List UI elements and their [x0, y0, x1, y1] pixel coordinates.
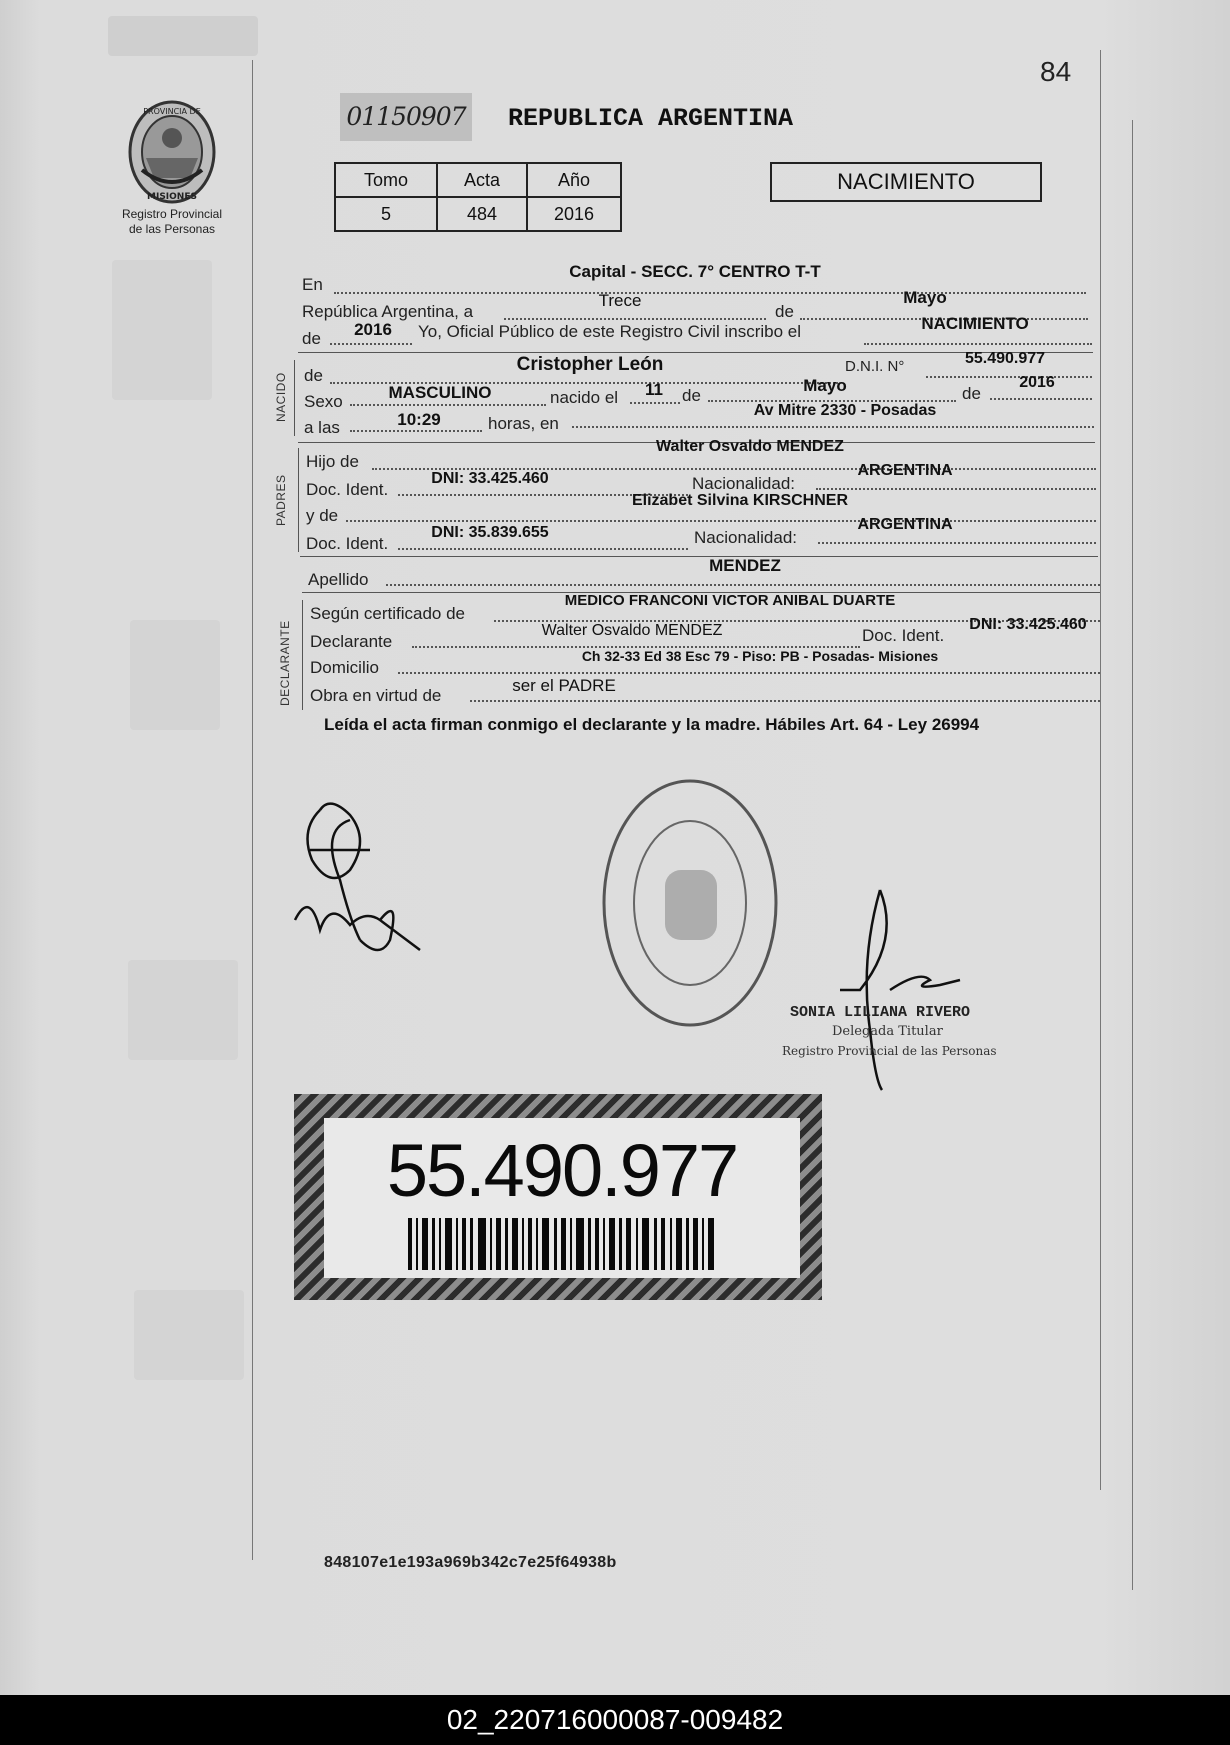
id-sticker — [294, 1094, 822, 1300]
declarant-signature — [290, 790, 440, 960]
official-seal-icon — [600, 778, 780, 1028]
barcode-icon — [408, 1218, 718, 1270]
mother-label: y de — [306, 506, 339, 525]
official-org: Registro Provincial de las Personas — [782, 1044, 997, 1058]
month-value: Mayo — [903, 288, 947, 307]
surname-value: MENDEZ — [709, 556, 781, 575]
logo-caption-line1: Registro Provincial — [121, 207, 223, 221]
right-margin-line — [1100, 50, 1101, 1490]
cert-label: Según certificado de — [310, 604, 465, 623]
serial-number: 01150907 — [340, 93, 472, 141]
ghost-mark — [130, 620, 220, 730]
document-hash: 848107e1e193a969b342c7e25f64938b — [324, 1554, 617, 1571]
table-cell-tomo: 5 — [335, 197, 437, 231]
born-dni: 55.490.977 — [964, 350, 1046, 367]
act-value: NACIMIENTO — [921, 314, 1029, 333]
born-day: 11 — [645, 380, 663, 399]
official-signature — [820, 880, 970, 1100]
born-sexo: MASCULINO — [388, 383, 492, 402]
father-doc: DNI: 33.425.460 — [431, 470, 549, 487]
birth-de1-label: de — [682, 386, 701, 405]
sticker-number: 55.490.977 — [386, 1129, 738, 1212]
surname-label: Apellido — [308, 570, 369, 589]
father-nat-label: Nacionalidad: — [692, 474, 796, 493]
table-header-tomo: Tomo — [335, 163, 437, 197]
logo-bottom-text: MISIONES — [147, 192, 197, 202]
registry-logo — [112, 98, 232, 238]
reason-value: ser el PADRE — [512, 676, 616, 695]
mother-name: Elizabet Silvina KIRSCHNER — [631, 492, 849, 509]
hours-label: horas, en — [488, 414, 559, 433]
sexo-label: Sexo — [304, 392, 343, 411]
de-label: de — [775, 302, 794, 321]
record-type-box: NACIMIENTO — [770, 162, 1042, 202]
mother-doc-label: Doc. Ident. — [306, 534, 389, 553]
time-label: a las — [304, 418, 340, 437]
official-role: Delegada Titular — [832, 1024, 943, 1039]
country-title: REPUBLICA ARGENTINA — [508, 104, 794, 133]
section-label-nacido: NACIDO — [274, 372, 288, 422]
place-value: Capital - SECC. 7° CENTRO T-T — [569, 262, 821, 281]
table-header-acta: Acta — [437, 163, 527, 197]
ghost-mark — [134, 1290, 244, 1380]
ghost-mark — [112, 260, 212, 400]
declarant-doc: DNI: 33.425.460 — [969, 616, 1087, 633]
footer-filename: 02_220716000087-009482 — [0, 1695, 1230, 1745]
declarant-name: Walter Osvaldo MENDEZ — [541, 622, 723, 639]
section-label-declarante: DECLARANTE — [278, 620, 292, 706]
registry-table — [334, 162, 622, 232]
address-label: Domicilio — [310, 658, 379, 677]
address-value: Ch 32-33 Ed 38 Esc 79 - Piso: PB - Posadas- Misiones — [581, 648, 939, 664]
section-bracket — [302, 600, 303, 710]
father-doc-label: Doc. Ident. — [306, 480, 389, 499]
father-label: Hijo de — [306, 452, 359, 471]
official-text: Yo, Oficial Público de este Registro Civil inscribo el — [418, 322, 801, 341]
mother-doc: DNI: 35.839.655 — [431, 524, 549, 541]
closing-text: Leída el acta firman conmigo el declarante y la madre. Hábiles Art. 64 - Ley 26994 — [324, 715, 980, 734]
ghost-mark — [108, 16, 258, 56]
section-label-padres: PADRES — [274, 474, 288, 526]
cert-value: MEDICO FRANCONI VICTOR ANIBAL DUARTE — [564, 592, 896, 609]
birth-de2-label: de — [962, 384, 981, 403]
misiones-coat-of-arms-icon — [124, 98, 220, 206]
country-label: República Argentina, a — [302, 302, 474, 321]
left-margin-line — [252, 60, 253, 1560]
born-time: 10:29 — [397, 410, 441, 429]
en-label: En — [302, 275, 323, 294]
reason-label: Obra en virtud de — [310, 686, 442, 705]
official-name: SONIA LILIANA RIVERO — [790, 1004, 971, 1021]
born-name: Cristopher León — [516, 354, 664, 375]
born-place: Av Mitre 2330 - Posadas — [753, 402, 937, 419]
born-de-label: de — [304, 366, 323, 385]
year-label: de — [302, 329, 321, 348]
born-month: Mayo — [803, 376, 847, 395]
ghost-mark — [128, 960, 238, 1060]
table-row — [335, 197, 621, 231]
id-sticker-inner — [324, 1118, 800, 1278]
day-value: Trece — [598, 291, 642, 310]
mother-nat-label: Nacionalidad: — [694, 528, 798, 547]
logo-top-text: PROVINCIA DE — [143, 107, 201, 116]
declarant-label: Declarante — [310, 632, 393, 651]
father-name: Walter Osvaldo MENDEZ — [656, 438, 844, 455]
table-header-ano: Año — [527, 163, 621, 197]
section-bracket — [298, 448, 299, 552]
mother-nationality: ARGENTINA — [857, 516, 953, 533]
table-cell-acta: 484 — [437, 197, 527, 231]
logo-caption-line2: de las Personas — [128, 222, 216, 236]
page-number: 84 — [1040, 56, 1072, 87]
dni-label: D.N.I. N° — [845, 358, 905, 375]
declarant-doc-label: Doc. Ident. — [862, 626, 945, 645]
nacido-label: nacido el — [550, 388, 619, 407]
right-edge-line — [1132, 120, 1133, 1590]
table-row — [335, 163, 621, 197]
born-year: 2016 — [1019, 374, 1055, 391]
table-cell-ano: 2016 — [527, 197, 621, 231]
father-nationality: ARGENTINA — [857, 462, 953, 479]
section-bracket — [294, 360, 295, 436]
year-value: 2016 — [354, 320, 392, 339]
